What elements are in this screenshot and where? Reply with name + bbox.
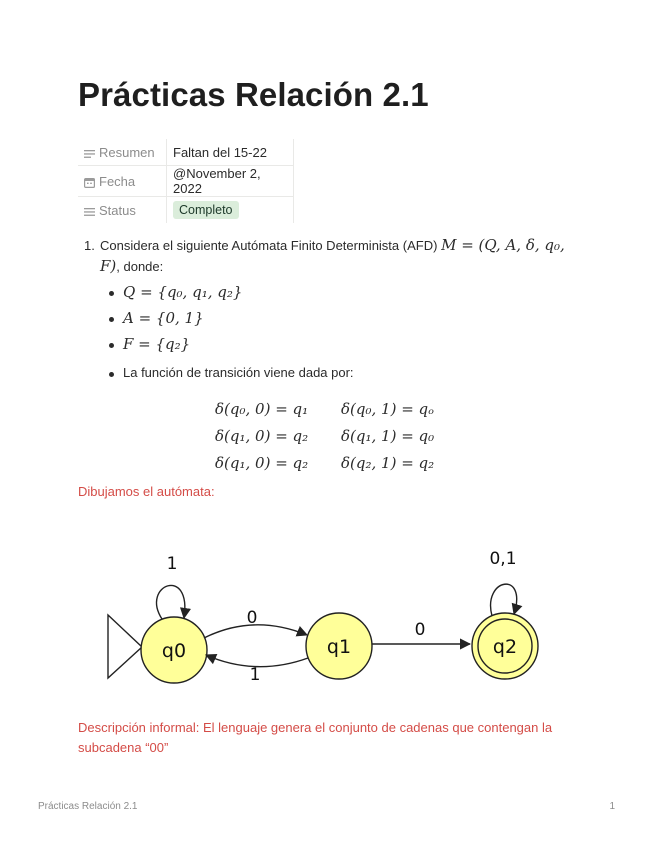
page-title: Prácticas Relación 2.1 — [78, 76, 429, 113]
edge-q0-q1-label: 0 — [246, 608, 258, 628]
transition-left: δ(q₀, 0) = q₁ — [215, 400, 309, 418]
transition-left: δ(q₁, 0) = q₂ — [215, 427, 309, 445]
property-row — [78, 197, 294, 224]
property-key-label: Fecha — [99, 173, 136, 189]
list-item — [108, 306, 354, 332]
property-key-label: Status — [99, 202, 136, 218]
loop-q0-label: 1 — [166, 554, 178, 574]
transition-row — [215, 396, 434, 423]
status-badge[interactable]: Completo — [173, 201, 239, 219]
list-item-text: La función de transición viene dada por: — [123, 365, 354, 380]
math-expression: M = (Q, A, δ, q₀, F) — [100, 236, 565, 275]
state-q2-label: q2 — [492, 636, 518, 658]
loop-q0-edge — [157, 585, 185, 619]
math-expression: F = {q₂} — [123, 335, 191, 353]
list-item — [108, 361, 354, 387]
transition-table — [215, 396, 434, 477]
math-expression: A = {0, 1} — [123, 309, 204, 327]
property-row — [78, 139, 294, 166]
property-key — [78, 139, 167, 166]
edge-q1-q2-label: 0 — [414, 620, 426, 640]
item-number: 1. — [84, 238, 95, 253]
transition-row — [215, 423, 434, 450]
property-row — [78, 166, 294, 197]
property-key — [78, 197, 167, 224]
numbered-item — [84, 235, 584, 277]
calendar-icon — [84, 177, 95, 188]
transition-row — [215, 450, 434, 477]
math-expression: Q = {q₀, q₁, q₂} — [123, 283, 243, 301]
transition-left: δ(q₁, 0) = q₂ — [215, 454, 309, 472]
footer-title: Prácticas Relación 2.1 — [38, 801, 138, 812]
start-arrow — [108, 615, 142, 678]
list-item — [108, 280, 354, 306]
loop-q2-label: 0,1 — [489, 549, 517, 569]
item-tail: , donde: — [116, 259, 164, 274]
item-text: Considera el siguiente Autómata Finito Determinista (AFD) — [100, 238, 438, 253]
state-q1-label: q1 — [326, 636, 352, 658]
list-item — [108, 332, 354, 358]
definition-list — [108, 280, 354, 387]
transition-right: δ(q₁, 1) = q₀ — [341, 427, 435, 445]
drawing-note: Dibujamos el autómata: — [78, 484, 215, 499]
property-value[interactable] — [167, 197, 294, 224]
property-key-label: Resumen — [99, 144, 155, 160]
text-lines-icon — [84, 149, 95, 159]
property-value[interactable]: @November 2, 2022 — [167, 166, 294, 197]
transition-right: δ(q₀, 1) = qₒ — [341, 400, 434, 418]
transition-right: δ(q₂, 1) = q₂ — [341, 454, 435, 472]
state-q0-label: q0 — [161, 640, 187, 662]
edge-q1-q0-label: 1 — [249, 665, 261, 685]
properties-table — [78, 139, 294, 223]
property-value[interactable]: Faltan del 15-22 — [167, 139, 294, 166]
list-icon — [84, 207, 95, 217]
automaton-diagram — [100, 540, 560, 690]
property-key — [78, 166, 167, 197]
page-number: 1 — [609, 801, 615, 812]
informal-description: Descripción informal: El lenguaje genera el conjunto de cadenas que contengan la subcadena “00” — [78, 720, 553, 755]
loop-q2-edge — [491, 584, 517, 616]
